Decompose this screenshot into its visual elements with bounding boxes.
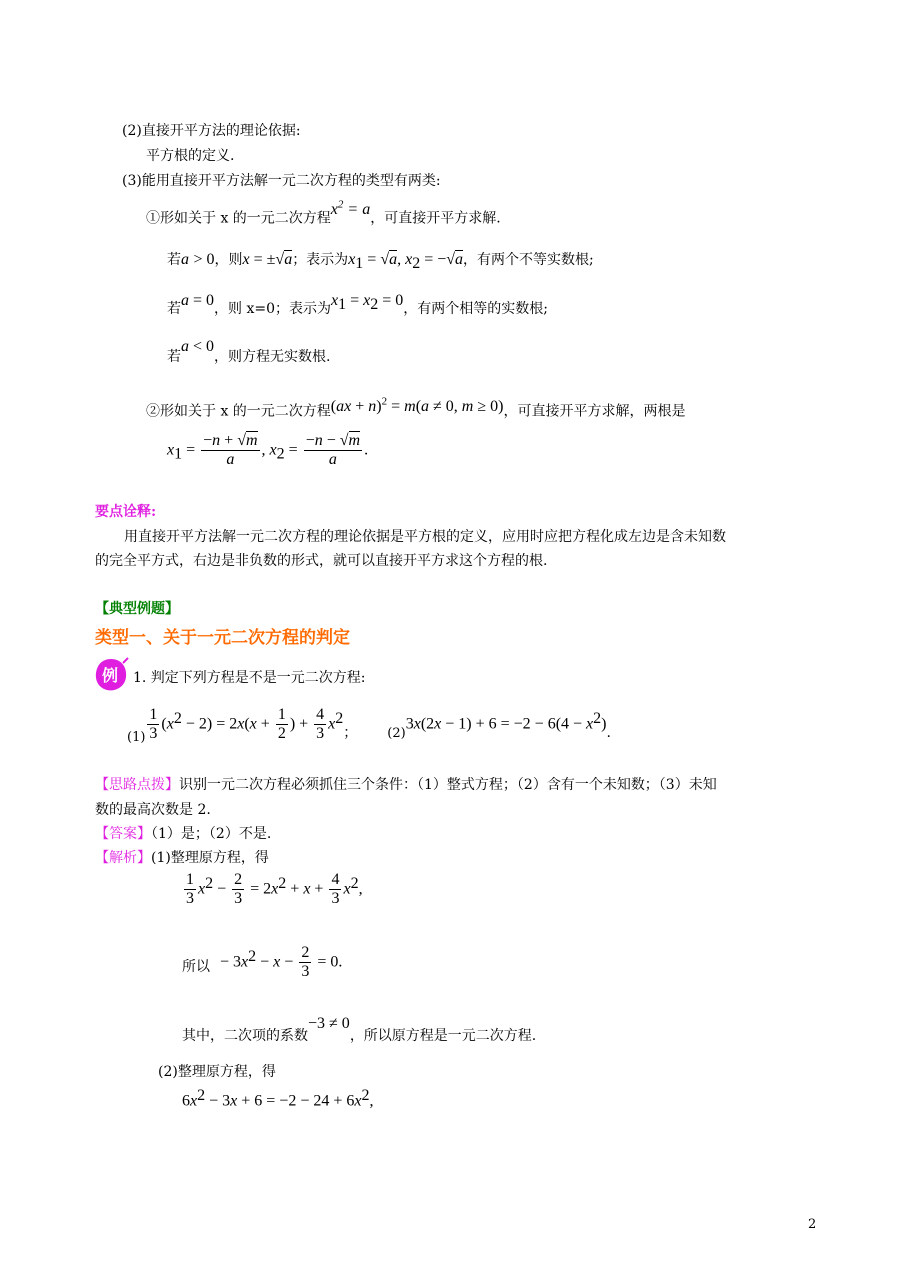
badge-char: 例 bbox=[101, 666, 119, 685]
examples-heading: 【典型例题】 bbox=[95, 601, 179, 617]
key-points-line-2: 的完全平方式，右边是非负数的形式，就可以直接开平方求这个方程的根. bbox=[95, 553, 548, 569]
hint-tag: 【思路点拨】 bbox=[95, 777, 179, 793]
hint-line-1: 【思路点拨】识别一元二次方程必须抓住三个条件：（1）整式方程；（2）含有一个未知数；（3）未知 bbox=[95, 777, 717, 793]
analysis-eq-2: 所以 − $3x^2 - x$ − $\frac{2}{3}$ = 0. bbox=[182, 944, 343, 980]
analysis-eq-1: $\frac{1}{3}$ $x^2$ − $\frac{2}{3}$ = $2x^2 + x$ + $\frac{4}{3}$ $x^2$, bbox=[186, 871, 363, 907]
case-a-zero: 若a = 0，则 x=0；表示为$x_1 = x_2 = 0$，有两个相等的实数根; bbox=[167, 292, 549, 317]
type-one-heading: 类型一、关于一元二次方程的判定 bbox=[95, 628, 350, 648]
analysis-eq-3: $6x^2 - 3x + 6 = -2 - 24 + 6x^2$, bbox=[182, 1087, 374, 1110]
problem-equations: (1) $\frac{1}{3}$ $(x^2 - 2) = 2x(x$ + $\frac{1}{2}$ ) + $\frac{4}{3}$ $x^2$； $(2)3x(2x - 1) + 6 = -2 - 6(4 - x^2)$. bbox=[127, 706, 611, 745]
theory-basis-text: 平方根的定义. bbox=[146, 148, 235, 164]
analysis-line-2: (2)整理原方程，得 bbox=[158, 1064, 276, 1080]
example-badge-icon bbox=[93, 657, 129, 693]
type2-roots: $x_1$ = $\frac{-n + √m}{a}$ , $x_2$ = $\frac{-n - √m}{a}$ . bbox=[167, 432, 369, 468]
hint-line-2: 数的最高次数是 2. bbox=[95, 802, 211, 818]
answer-tag: 【答案】 bbox=[95, 826, 151, 842]
theory-basis-line: (2)直接开平方法的理论依据: bbox=[122, 123, 301, 139]
key-points-line-1: 用直接开平方法解一元二次方程的理论依据是平方根的定义，应用时应把方程化成左边是含未知数 bbox=[124, 529, 726, 545]
type1-intro: ①形如关于 x 的一元二次方程$x^2 = a$，可直接开平方求解. bbox=[146, 199, 501, 227]
formula-x2-eq-a: $x^2 = a$ bbox=[330, 199, 371, 219]
key-points-heading: 要点诠释: bbox=[95, 504, 157, 520]
analysis-where: 其中，二次项的系数−3 ≠ 0，所以原方程是一元二次方程. bbox=[182, 1015, 537, 1044]
page-number: 2 bbox=[808, 1217, 817, 1232]
answer-line: 【答案】（1）是；（2）不是. bbox=[95, 826, 272, 842]
analysis-line-1: 【解析】(1)整理原方程，得 bbox=[95, 850, 269, 866]
problem-stem: 1. 判定下列方程是不是一元二次方程: bbox=[133, 670, 366, 686]
case-a-negative: 若a < 0，则方程无实数根. bbox=[167, 338, 331, 365]
type2-intro: ②形如关于 x 的一元二次方程(ax + n)$^2$ = m(a ≠ 0, m ≥ 0)，可直接开平方求解，两根是 bbox=[146, 396, 686, 420]
case-a-positive: 若a > 0，则x = ±√a；表示为$x_1 = √a$, $x_2 = -√a$，有两个不等实数根; bbox=[167, 251, 594, 272]
equation-types-line: (3)能用直接开平方法解一元二次方程的类型有两类: bbox=[122, 173, 441, 189]
analysis-tag: 【解析】 bbox=[95, 850, 151, 866]
